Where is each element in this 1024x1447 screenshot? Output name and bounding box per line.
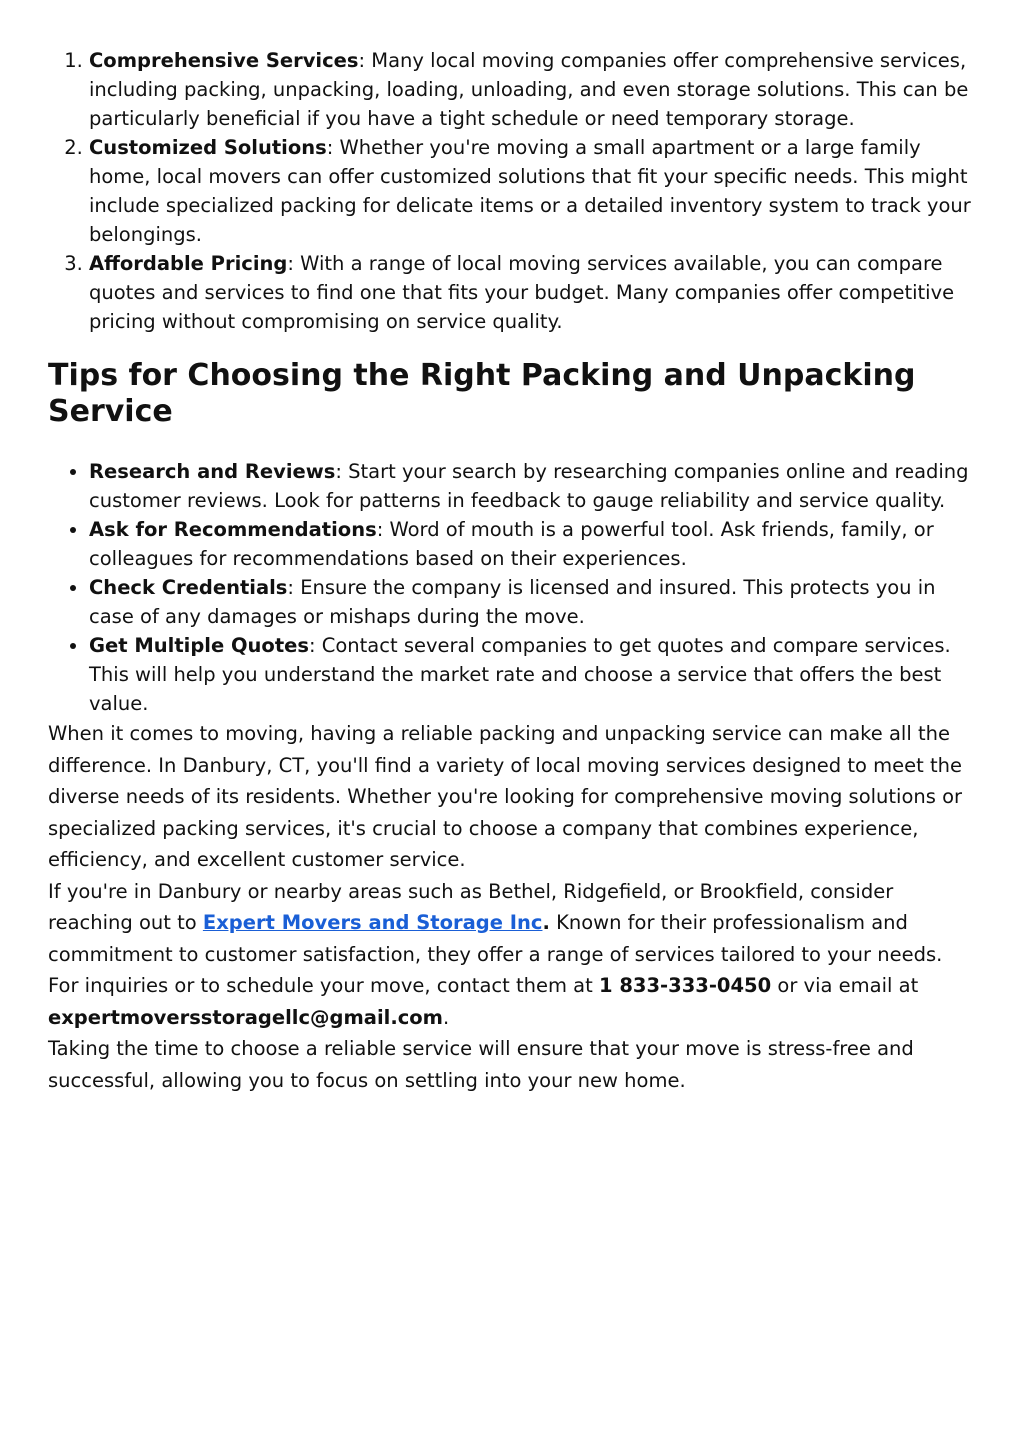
closing-paragraph: Taking the time to choose a reliable service will ensure that your move is stress-free and successful, allowing you to focus on settling into your new home.: [48, 1037, 914, 1092]
item-term: Research and Reviews: [89, 460, 336, 483]
link-period: .: [542, 911, 550, 934]
contact-paragraph: [48, 876, 976, 1034]
item-description: : Start your search by researching companies online and reading customer reviews. Look for patterns in feedback to gauge reliability and service quality.: [89, 460, 969, 512]
phone-number: 1 833-333-0450: [598, 974, 772, 997]
company-link[interactable]: Expert Movers and Storage Inc: [202, 911, 543, 934]
list-item: [89, 249, 976, 336]
services-list: [48, 46, 976, 336]
email-address: expertmoversstoragellc@gmail.com: [48, 1005, 443, 1029]
tips-list: [48, 457, 976, 718]
item-description: : Word of mouth is a powerful tool. Ask friends, family, or colleagues for recommendations based on their experiences.: [89, 518, 934, 570]
list-item: [89, 573, 976, 631]
list-item: [89, 46, 976, 133]
item-description: : Contact several companies to get quotes and compare services. This will help you understand the market rate and choose a service that offers the best value.: [89, 634, 951, 715]
email-lead: or via email at: [771, 974, 919, 997]
item-term: Affordable Pricing: [89, 252, 288, 275]
item-description: : Whether you're moving a small apartment or a large family home, local movers can offer customized solutions that fit your specific needs. This might include specialized packing for delicate items or a detailed inventory system to track your belongings.: [89, 136, 971, 246]
item-description: : Many local moving companies offer comprehensive services, including packing, unpacking, loading, unloading, and even storage solutions. This can be particularly beneficial if you have a tight schedule or need temporary storage.: [89, 49, 969, 130]
contact-intro: If you're in Danbury or nearby areas such as Bethel, Ridgefield, or Brookfield, consider reaching out to: [48, 879, 894, 934]
item-description: : Ensure the company is licensed and insured. This protects you in case of any damages or mishaps during the move.: [89, 576, 936, 628]
section-heading: Tips for Choosing the Right Packing and Unpacking Service: [48, 358, 916, 429]
list-item: [89, 631, 976, 718]
item-term: Customized Solutions: [89, 136, 327, 159]
contact-middle: Known for their professionalism and commitment to customer satisfaction, they offer a range of services tailored to your needs. For inquiries or to schedule your move, contact them at: [48, 911, 943, 997]
item-term: Ask for Recommendations: [89, 518, 377, 541]
item-term: Get Multiple Quotes: [89, 634, 309, 657]
intro-paragraph: When it comes to moving, having a reliable packing and unpacking service can make all the difference. In Danbury, CT, you'll find a variety of local moving services designed to meet the diverse needs of its residents. Whether you're looking for comprehensive moving solutions or specialized packing services, it's crucial to choose a company that combines experience, efficiency, and excellent customer service.: [48, 722, 963, 871]
item-term: Comprehensive Services: [89, 49, 359, 72]
list-item: [89, 133, 976, 249]
item-description: : With a range of local moving services available, you can compare quotes and services to find one that fits your budget. Many companies offer competitive pricing without compromising on service quality.: [89, 252, 955, 333]
contact-end: .: [443, 1005, 450, 1029]
list-item: [89, 515, 976, 573]
item-term: Check Credentials: [89, 576, 288, 599]
list-item: [89, 457, 976, 515]
